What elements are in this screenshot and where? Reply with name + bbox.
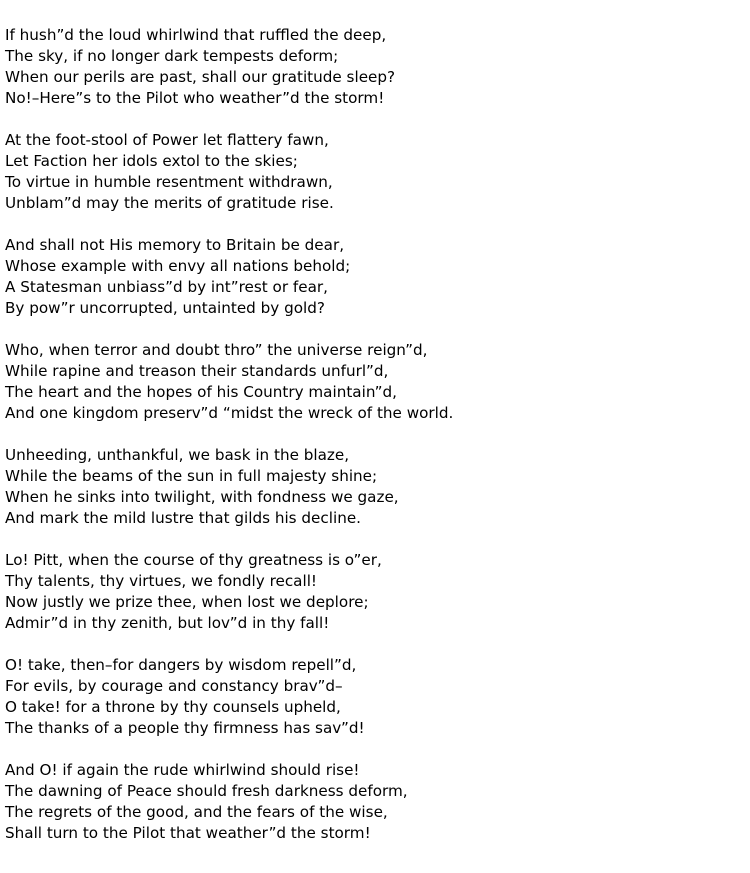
- poem-line: And mark the mild lustre that gilds his decline.: [5, 509, 361, 527]
- poem-line: Unblam”d may the merits of gratitude rise.: [5, 194, 334, 212]
- poem-line: O! take, then–for dangers by wisdom repell”d,: [5, 656, 357, 674]
- poem-line: Let Faction her idols extol to the skies;: [5, 152, 298, 170]
- stanza-4: [5, 340, 745, 424]
- poem-line: At the foot-stool of Power let flattery fawn,: [5, 131, 329, 149]
- poem-line: And O! if again the rude whirlwind should rise!: [5, 761, 360, 779]
- poem-line: Lo! Pitt, when the course of thy greatness is o”er,: [5, 551, 382, 569]
- poem-line: No!–Here”s to the Pilot who weather”d the storm!: [5, 89, 385, 107]
- poem-line: While the beams of the sun in full majesty shine;: [5, 467, 378, 485]
- stanza-7: [5, 655, 745, 739]
- poem-body: [5, 25, 745, 865]
- stanza-3: [5, 235, 745, 319]
- poem-line: When he sinks into twilight, with fondness we gaze,: [5, 488, 399, 506]
- poem-line: O take! for a throne by thy counsels upheld,: [5, 698, 341, 716]
- poem-line: For evils, by courage and constancy brav”d–: [5, 677, 343, 695]
- poem-line: Thy talents, thy virtues, we fondly recall!: [5, 572, 318, 590]
- poem-line: While rapine and treason their standards unfurl”d,: [5, 362, 389, 380]
- poem-line: And shall not His memory to Britain be dear,: [5, 236, 345, 254]
- poem-line: The dawning of Peace should fresh darkness deform,: [5, 782, 408, 800]
- poem-line: When our perils are past, shall our gratitude sleep?: [5, 68, 396, 86]
- poem-line: Shall turn to the Pilot that weather”d the storm!: [5, 824, 371, 842]
- poem-line: And one kingdom preserv”d “midst the wreck of the world.: [5, 404, 454, 422]
- poem-line: By pow”r uncorrupted, untainted by gold?: [5, 299, 325, 317]
- poem-line: To virtue in humble resentment withdrawn,: [5, 173, 333, 191]
- poem-line: A Statesman unbiass”d by int”rest or fear,: [5, 278, 328, 296]
- poem-line: Unheeding, unthankful, we bask in the blaze,: [5, 446, 350, 464]
- poem-line: If hush”d the loud whirlwind that ruffled the deep,: [5, 26, 387, 44]
- poem-line: The sky, if no longer dark tempests deform;: [5, 47, 339, 65]
- stanza-5: [5, 445, 745, 529]
- stanza-8: [5, 760, 745, 844]
- poem-line: Who, when terror and doubt thro” the universe reign”d,: [5, 341, 428, 359]
- poem-line: Now justly we prize thee, when lost we deplore;: [5, 593, 369, 611]
- stanza-1: [5, 25, 745, 109]
- poem-line: Whose example with envy all nations behold;: [5, 257, 351, 275]
- stanza-6: [5, 550, 745, 634]
- stanza-2: [5, 130, 745, 214]
- poem-line: The regrets of the good, and the fears of the wise,: [5, 803, 388, 821]
- poem-line: The heart and the hopes of his Country maintain”d,: [5, 383, 397, 401]
- poem-line: Admir”d in thy zenith, but lov”d in thy fall!: [5, 614, 330, 632]
- poem-line: The thanks of a people thy firmness has sav”d!: [5, 719, 365, 737]
